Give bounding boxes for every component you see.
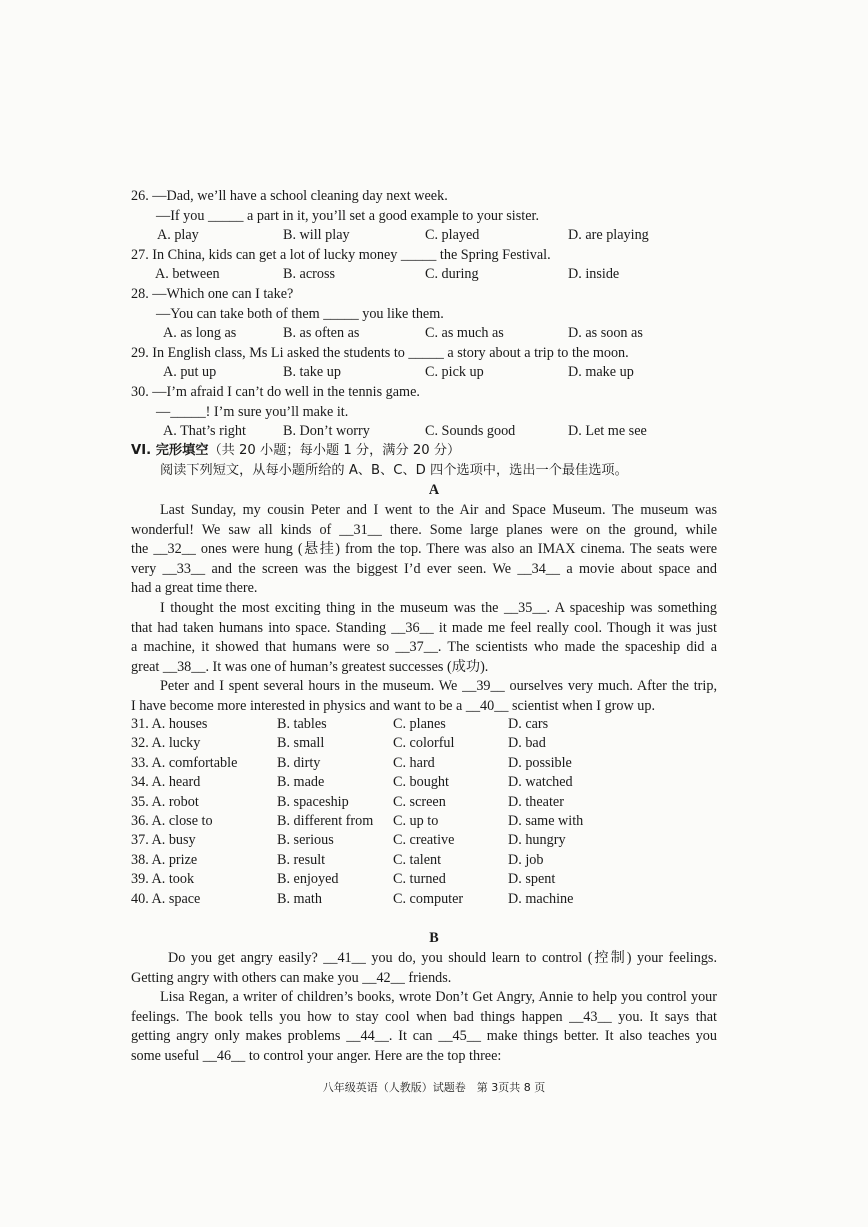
option-b[interactable]: B. different from [277, 812, 374, 829]
option-row [131, 871, 721, 890]
option-c[interactable]: C. up to [393, 812, 439, 829]
option-d[interactable]: D. cars [508, 716, 549, 732]
question-options [131, 265, 721, 285]
option-d[interactable]: D. spent [508, 871, 556, 888]
option-d[interactable]: D. theater [508, 793, 564, 810]
option-row [131, 832, 721, 851]
option-a[interactable]: A. put up [163, 364, 217, 381]
option-a[interactable]: 34. A. heard [131, 774, 201, 791]
option-d[interactable]: D. possible [508, 754, 572, 771]
option-d[interactable]: D. watched [508, 774, 573, 791]
option-a[interactable]: 32. A. lucky [131, 735, 201, 752]
option-row [131, 755, 721, 774]
option-c[interactable]: C. screen [393, 793, 446, 810]
passage-line: some useful __46__ to control your anger. Here are the top three: [131, 1047, 502, 1064]
option-a[interactable]: 37. A. busy [131, 832, 196, 849]
option-a[interactable]: A. between [155, 266, 220, 283]
passage-line: I thought the most exciting thing in the museum was the __35__. A spaceship was something [160, 599, 717, 616]
question-28 [131, 285, 721, 344]
cloze-options [131, 716, 721, 910]
option-row [131, 716, 721, 735]
option-row [131, 891, 721, 910]
option-a[interactable]: 38. A. prize [131, 851, 198, 868]
option-b[interactable]: B. will play [283, 227, 350, 244]
option-d[interactable]: D. inside [568, 266, 620, 283]
option-d[interactable]: D. make up [568, 364, 634, 381]
question-line: 26. —Dad, we’ll have a school cleaning day next week. [131, 188, 448, 204]
passage-line: wonderful! We saw all kinds of __31__ there. Some large planes were on the ground, while [131, 521, 717, 538]
passage-line: a machine, it showed that humans were so __37__. The scientists who made the spaceship did a [131, 639, 717, 656]
option-a[interactable]: A. That’s right [163, 423, 246, 440]
passage-line: very __33__ and the screen was the biggest I’d ever seen. We __34__ a movie about space and [131, 560, 717, 577]
question-options [131, 363, 721, 383]
option-b[interactable]: B. Don’t worry [283, 423, 370, 440]
option-d[interactable]: D. are playing [568, 227, 649, 244]
passage-line: great __38__. It was one of human’s greatest successes (成功). [131, 658, 489, 675]
option-c[interactable]: C. bought [393, 774, 449, 791]
option-b[interactable]: B. serious [277, 832, 334, 849]
option-c[interactable]: C. colorful [393, 735, 455, 752]
option-row [131, 774, 721, 793]
option-a[interactable]: 33. A. comfortable [131, 754, 238, 771]
passage-line: Peter and I spent several hours in the museum. We __39__ ourselves very much. After the trip, [160, 678, 717, 695]
option-b[interactable]: B. dirty [277, 754, 321, 771]
passage-line: Do you get angry easily? __41__ you do, you should learn to control (控制) your feelings. [168, 950, 717, 966]
passage-line: that had taken humans into space. Standing __36__ it made me feel really cool. Though it was just [131, 619, 717, 636]
section-score: （共 20 小题；每小题 1 分，满分 20 分） [208, 443, 461, 458]
question-line: 29. In English class, Ms Li asked the students to _____ a story about a trip to the moon. [131, 344, 629, 361]
option-d[interactable]: D. Let me see [568, 423, 647, 440]
option-a[interactable]: A. as long as [163, 325, 237, 342]
option-a[interactable]: A. play [157, 227, 199, 244]
option-d[interactable]: D. machine [508, 890, 574, 907]
passage-line: feelings. The book tells you how to stay cool when bad things happen __43__ you. It says that [131, 1008, 717, 1025]
option-b[interactable]: B. result [277, 851, 326, 868]
option-row [131, 735, 721, 754]
option-b[interactable]: B. as often as [283, 325, 360, 342]
option-row [131, 794, 721, 813]
section-title: VI. 完形填空 [131, 443, 209, 458]
option-a[interactable]: 31. A. houses [131, 716, 208, 732]
option-b[interactable]: B. across [283, 266, 336, 283]
option-a[interactable]: 39. A. took [131, 871, 195, 888]
question-options [131, 226, 721, 246]
option-d[interactable]: D. as soon as [568, 325, 643, 342]
question-26 [131, 187, 721, 246]
option-c[interactable]: C. turned [393, 871, 446, 888]
passage-a [131, 501, 717, 717]
option-c[interactable]: C. talent [393, 851, 442, 868]
option-d[interactable]: D. hungry [508, 832, 566, 849]
question-29 [131, 344, 721, 383]
passage-b-label: B [429, 930, 439, 946]
question-line: 28. —Which one can I take? [131, 285, 294, 302]
question-line: —You can take both of them _____ you like them. [156, 305, 444, 322]
question-line: 30. —I’m afraid I can’t do well in the tennis game. [131, 383, 420, 400]
option-row [131, 813, 721, 832]
option-c[interactable]: C. computer [393, 890, 464, 907]
section-instruction: 阅读下列短文，从每小题所给的 A、B、C、D 四个选项中，选出一个最佳选项。 [160, 463, 628, 478]
option-d[interactable]: D. same with [508, 812, 584, 829]
option-b[interactable]: B. small [277, 735, 325, 752]
section-heading [131, 441, 460, 461]
option-c[interactable]: C. during [425, 266, 479, 283]
passage-line: getting angry only makes problems __44__. It can __45__ make things better. It also teaches you [131, 1028, 717, 1045]
passage-a-label: A [428, 482, 440, 498]
option-b[interactable]: B. enjoyed [277, 871, 339, 888]
option-b[interactable]: B. take up [283, 364, 341, 381]
option-b[interactable]: B. made [277, 774, 325, 791]
question-line: —_____! I’m sure you’ll make it. [156, 403, 349, 420]
option-c[interactable]: C. creative [393, 832, 455, 849]
option-a[interactable]: 35. A. robot [131, 793, 199, 810]
question-line: —If you _____ a part in it, you’ll set a good example to your sister. [156, 207, 539, 224]
option-c[interactable]: C. pick up [425, 364, 484, 381]
question-27 [131, 246, 721, 285]
passage-line: Last Sunday, my cousin Peter and I went to the Air and Space Museum. The museum was [160, 502, 717, 518]
option-b[interactable]: B. tables [277, 716, 327, 732]
question-options [131, 422, 721, 442]
question-options [131, 324, 721, 344]
option-row [131, 852, 721, 871]
option-c[interactable]: C. hard [393, 754, 435, 771]
option-c[interactable]: C. as much as [425, 325, 504, 342]
passage-line: Lisa Regan, a writer of children’s books, wrote Don’t Get Angry, Annie to help you control your [160, 989, 717, 1006]
passage-line: the __32__ ones were hung (悬挂) from the top. There was also an IMAX cinema. The seats were [131, 541, 717, 558]
question-line: 27. In China, kids can get a lot of lucky money _____ the Spring Festival. [131, 246, 551, 263]
option-a[interactable]: 36. A. close to [131, 812, 213, 829]
passage-b [131, 949, 717, 1067]
question-30 [131, 383, 721, 442]
passage-line: Getting angry with others can make you __42__ friends. [131, 969, 452, 986]
option-b[interactable]: B. math [277, 890, 322, 907]
option-d[interactable]: D. bad [508, 735, 546, 752]
grammar-section [131, 187, 721, 442]
passage-line: had a great time there. [131, 580, 258, 597]
option-b[interactable]: B. spaceship [277, 793, 349, 810]
option-c[interactable]: C. played [425, 227, 480, 244]
page-footer: 八年级英语（人教版）试题卷 第 3页共 8 页 [322, 1081, 546, 1094]
option-c[interactable]: C. Sounds good [425, 423, 516, 440]
passage-line: I have become more interested in physics and want to be a __40__ scientist when I grow up. [131, 697, 656, 714]
option-d[interactable]: D. job [508, 851, 544, 868]
option-a[interactable]: 40. A. space [131, 890, 201, 907]
option-c[interactable]: C. planes [393, 716, 446, 732]
